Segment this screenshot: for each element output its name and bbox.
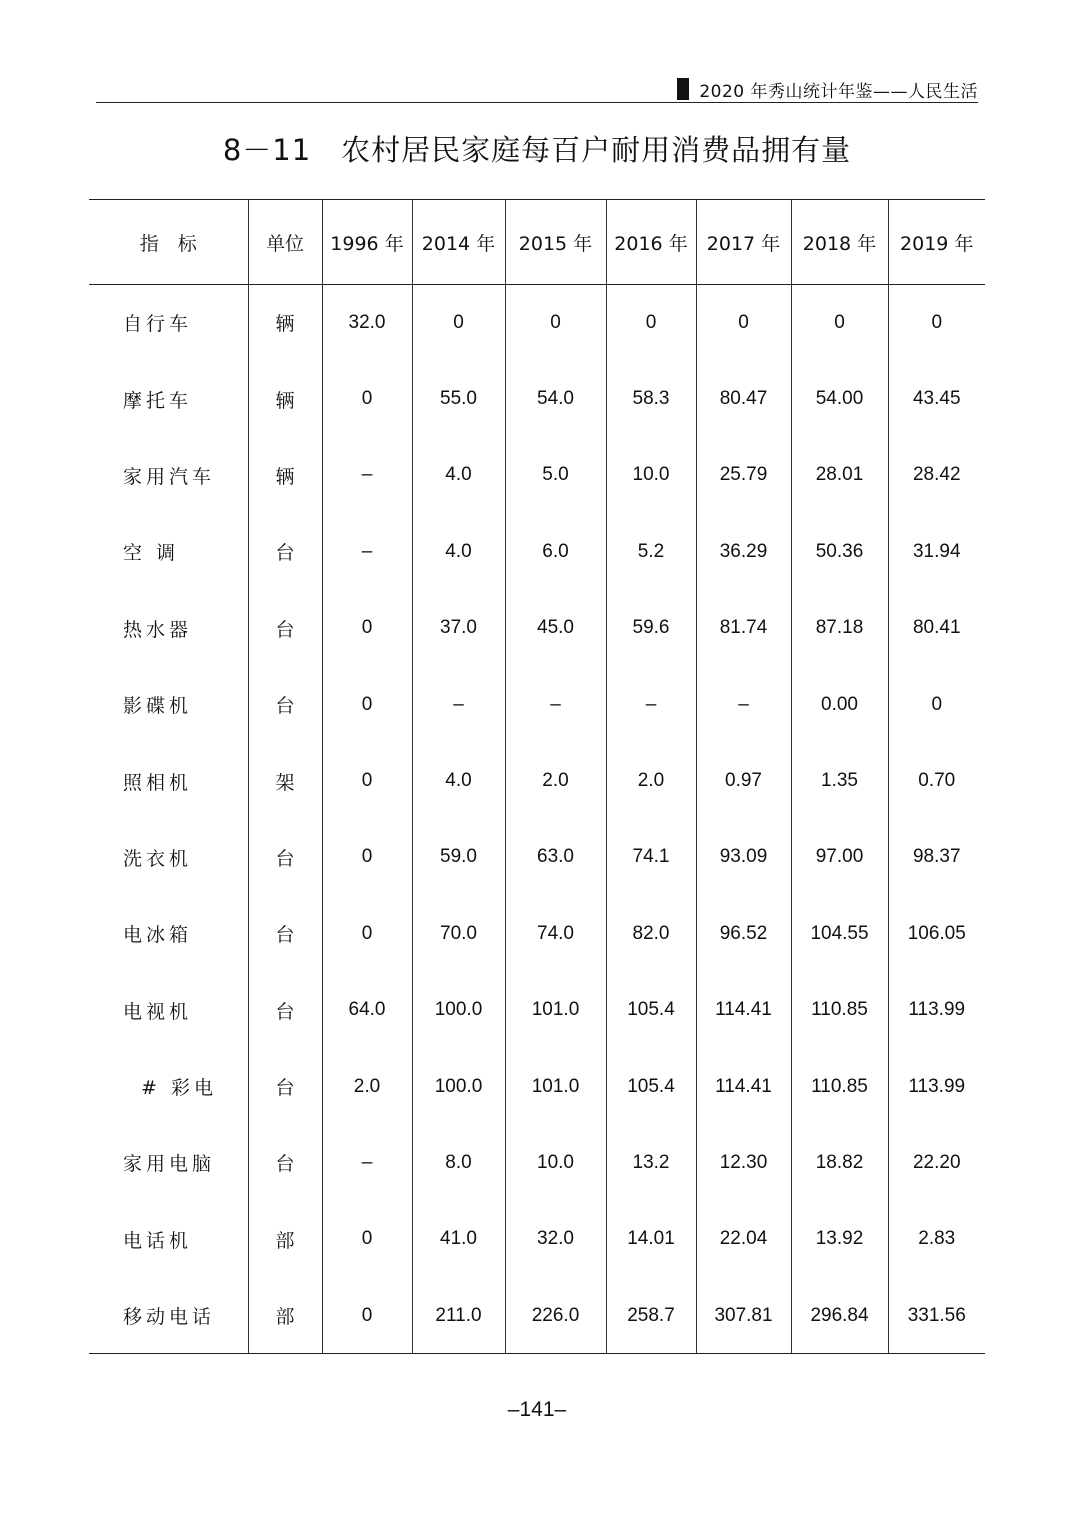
table-row bbox=[89, 1125, 985, 1201]
cell: 6.0 bbox=[505, 514, 606, 590]
row-unit: 台 bbox=[248, 666, 322, 742]
cell: 331.56 bbox=[888, 1278, 985, 1354]
cell: 1.35 bbox=[791, 743, 888, 819]
column-header: 2015 年 bbox=[505, 200, 606, 285]
cell: 32.0 bbox=[322, 285, 412, 361]
cell: 226.0 bbox=[505, 1278, 606, 1354]
column-header: 2014 年 bbox=[412, 200, 505, 285]
row-label: 家用电脑 bbox=[123, 1153, 216, 1176]
cell: 211.0 bbox=[412, 1278, 505, 1354]
cell: 22.20 bbox=[888, 1125, 985, 1201]
cell: 0 bbox=[322, 896, 412, 972]
cell: 0.97 bbox=[696, 743, 791, 819]
cell: 2.0 bbox=[606, 743, 696, 819]
row-unit: 台 bbox=[248, 1125, 322, 1201]
row-unit: 辆 bbox=[248, 361, 322, 437]
column-header: 2018 年 bbox=[791, 200, 888, 285]
table-row bbox=[89, 361, 985, 437]
cell: 12.30 bbox=[696, 1125, 791, 1201]
cell: 81.74 bbox=[696, 590, 791, 666]
durable-goods-table bbox=[89, 199, 985, 1354]
cell: 37.0 bbox=[412, 590, 505, 666]
cell: 105.4 bbox=[606, 972, 696, 1048]
cell: 100.0 bbox=[412, 972, 505, 1048]
table-row bbox=[89, 972, 985, 1048]
cell: 101.0 bbox=[505, 972, 606, 1048]
column-header: 单位 bbox=[248, 200, 322, 285]
cell: 59.0 bbox=[412, 819, 505, 895]
cell: 105.4 bbox=[606, 1048, 696, 1124]
cell: 5.0 bbox=[505, 437, 606, 513]
row-unit: 台 bbox=[248, 819, 322, 895]
cell: 36.29 bbox=[696, 514, 791, 590]
cell: 8.0 bbox=[412, 1125, 505, 1201]
header-text: 2020 年秀山统计年鉴——人民生活 bbox=[699, 81, 978, 102]
table-row bbox=[89, 437, 985, 513]
row-label: 空 调 bbox=[123, 542, 180, 565]
row-unit: 辆 bbox=[248, 437, 322, 513]
cell: 4.0 bbox=[412, 743, 505, 819]
row-label: # 彩电 bbox=[141, 1077, 217, 1100]
cell: 114.41 bbox=[696, 972, 791, 1048]
cell: – bbox=[322, 514, 412, 590]
row-unit: 台 bbox=[248, 590, 322, 666]
column-header: 2016 年 bbox=[606, 200, 696, 285]
cell: 2.0 bbox=[505, 743, 606, 819]
cell: – bbox=[322, 437, 412, 513]
cell: 55.0 bbox=[412, 361, 505, 437]
cell: 74.0 bbox=[505, 896, 606, 972]
cell: 63.0 bbox=[505, 819, 606, 895]
cell: 106.05 bbox=[888, 896, 985, 972]
cell: 0 bbox=[322, 590, 412, 666]
cell: 43.45 bbox=[888, 361, 985, 437]
cell: 98.37 bbox=[888, 819, 985, 895]
table-row bbox=[89, 1278, 985, 1354]
table-number: 8－11 bbox=[222, 133, 312, 167]
cell: 59.6 bbox=[606, 590, 696, 666]
cell: 58.3 bbox=[606, 361, 696, 437]
cell: 70.0 bbox=[412, 896, 505, 972]
row-label: 家用汽车 bbox=[123, 465, 216, 488]
row-unit: 部 bbox=[248, 1201, 322, 1277]
cell: 100.0 bbox=[412, 1048, 505, 1124]
cell: 0 bbox=[505, 285, 606, 361]
row-label: 电话机 bbox=[123, 1229, 193, 1252]
cell: 4.0 bbox=[412, 437, 505, 513]
header-row bbox=[89, 200, 985, 285]
table-row bbox=[89, 590, 985, 666]
cell: 32.0 bbox=[505, 1201, 606, 1277]
table-row bbox=[89, 1201, 985, 1277]
row-label: 移动电话 bbox=[89, 1278, 248, 1354]
cell: 10.0 bbox=[606, 437, 696, 513]
cell: 54.00 bbox=[791, 361, 888, 437]
row-label: 电视机 bbox=[123, 1000, 193, 1023]
cell: 113.99 bbox=[888, 1048, 985, 1124]
cell: 0 bbox=[322, 819, 412, 895]
cell: 110.85 bbox=[791, 1048, 888, 1124]
cell: 0 bbox=[322, 666, 412, 742]
cell: 41.0 bbox=[412, 1201, 505, 1277]
cell: 25.79 bbox=[696, 437, 791, 513]
row-unit: 部 bbox=[248, 1278, 322, 1354]
row-unit: 辆 bbox=[248, 285, 322, 361]
cell: 5.2 bbox=[606, 514, 696, 590]
row-label: 洗衣机 bbox=[123, 847, 193, 870]
cell: – bbox=[696, 666, 791, 742]
table-row bbox=[89, 896, 985, 972]
column-header: 2019 年 bbox=[888, 200, 985, 285]
cell: 50.36 bbox=[791, 514, 888, 590]
cell: 64.0 bbox=[322, 972, 412, 1048]
cell: 80.47 bbox=[696, 361, 791, 437]
cell: 45.0 bbox=[505, 590, 606, 666]
cell: 258.7 bbox=[606, 1278, 696, 1354]
cell: – bbox=[412, 666, 505, 742]
table-title-text: 农村居民家庭每百户耐用消费品拥有量 bbox=[341, 133, 852, 167]
cell: – bbox=[322, 1125, 412, 1201]
cell: 13.92 bbox=[791, 1201, 888, 1277]
table-row bbox=[89, 1048, 985, 1124]
cell: 28.42 bbox=[888, 437, 985, 513]
cell: 14.01 bbox=[606, 1201, 696, 1277]
cell: 18.82 bbox=[791, 1125, 888, 1201]
cell: 0 bbox=[322, 1201, 412, 1277]
cell: 0 bbox=[888, 666, 985, 742]
table-row bbox=[89, 666, 985, 742]
cell: – bbox=[606, 666, 696, 742]
cell: 110.85 bbox=[791, 972, 888, 1048]
row-unit: 架 bbox=[248, 743, 322, 819]
row-unit: 台 bbox=[248, 972, 322, 1048]
cell: 296.84 bbox=[791, 1278, 888, 1354]
table-title bbox=[0, 128, 1074, 169]
cell: 0 bbox=[322, 743, 412, 819]
row-label: 照相机 bbox=[123, 771, 193, 794]
cell: 28.01 bbox=[791, 437, 888, 513]
cell: 0 bbox=[791, 285, 888, 361]
cell: 80.41 bbox=[888, 590, 985, 666]
row-label: 摩托车 bbox=[123, 389, 193, 412]
row-unit: 台 bbox=[248, 896, 322, 972]
cell: 104.55 bbox=[791, 896, 888, 972]
column-header: 指 标 bbox=[89, 200, 248, 285]
row-unit: 台 bbox=[248, 1048, 322, 1124]
cell: 0.70 bbox=[888, 743, 985, 819]
cell: 10.0 bbox=[505, 1125, 606, 1201]
row-label: 热水器 bbox=[123, 618, 193, 641]
cell: 2.0 bbox=[322, 1048, 412, 1124]
cell: 97.00 bbox=[791, 819, 888, 895]
cell: 87.18 bbox=[791, 590, 888, 666]
cell: 0.00 bbox=[791, 666, 888, 742]
column-header: 2017 年 bbox=[696, 200, 791, 285]
cell: 82.0 bbox=[606, 896, 696, 972]
page-header bbox=[96, 76, 978, 103]
cell: 0 bbox=[322, 361, 412, 437]
cell: 31.94 bbox=[888, 514, 985, 590]
cell: 93.09 bbox=[696, 819, 791, 895]
cell: 13.2 bbox=[606, 1125, 696, 1201]
row-unit: 台 bbox=[248, 514, 322, 590]
table-row bbox=[89, 514, 985, 590]
cell: 0 bbox=[696, 285, 791, 361]
cell: 2.83 bbox=[888, 1201, 985, 1277]
cell: 0 bbox=[412, 285, 505, 361]
table-row bbox=[89, 743, 985, 819]
cell: 74.1 bbox=[606, 819, 696, 895]
cell: 4.0 bbox=[412, 514, 505, 590]
cell: 114.41 bbox=[696, 1048, 791, 1124]
cell: 0 bbox=[888, 285, 985, 361]
column-header: 1996 年 bbox=[322, 200, 412, 285]
page-number: –141– bbox=[507, 1398, 567, 1421]
cell: 96.52 bbox=[696, 896, 791, 972]
cell: – bbox=[505, 666, 606, 742]
row-label: 影碟机 bbox=[123, 695, 193, 718]
row-label: 电冰箱 bbox=[123, 924, 193, 947]
header-marker bbox=[677, 78, 689, 100]
cell: 307.81 bbox=[696, 1278, 791, 1354]
cell: 0 bbox=[322, 1278, 412, 1354]
table-row bbox=[89, 285, 985, 361]
cell: 101.0 bbox=[505, 1048, 606, 1124]
table-row bbox=[89, 819, 985, 895]
cell: 54.0 bbox=[505, 361, 606, 437]
cell: 0 bbox=[606, 285, 696, 361]
cell: 22.04 bbox=[696, 1201, 791, 1277]
row-label: 自行车 bbox=[123, 313, 193, 336]
cell: 113.99 bbox=[888, 972, 985, 1048]
